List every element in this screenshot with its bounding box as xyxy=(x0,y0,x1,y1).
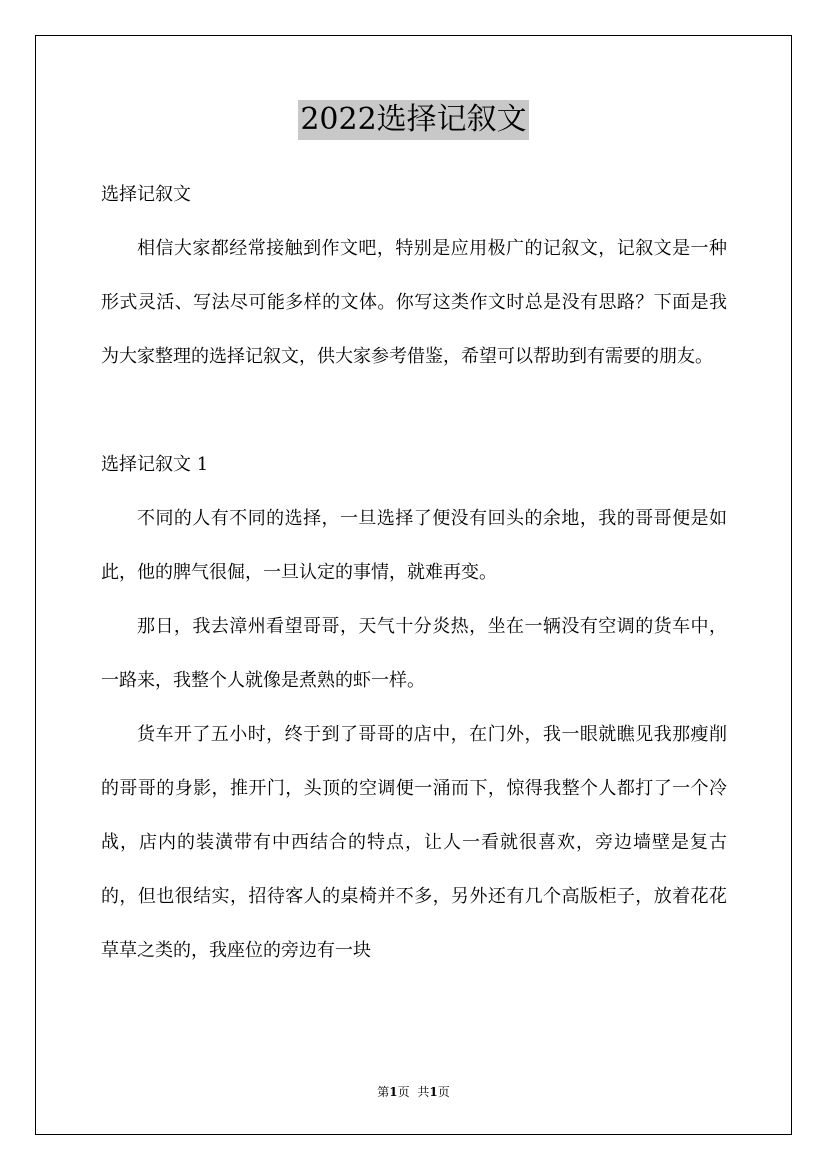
footer-prefix: 第 xyxy=(377,1085,390,1099)
footer-current-page: 1 xyxy=(389,1085,398,1099)
footer-page-word: 页 xyxy=(397,1085,410,1099)
document-title: 2022选择记叙文 xyxy=(298,100,528,140)
document-body xyxy=(101,168,727,978)
page-footer xyxy=(0,1082,827,1102)
section1-paragraph-1: 不同的人有不同的选择，一旦选择了便没有回头的余地，我的哥哥便是如此，他的脾气很倔，一旦认定的事情，就难再变。 xyxy=(101,508,727,583)
footer-total-suffix: 页 xyxy=(437,1085,450,1099)
title-container xyxy=(0,100,827,140)
section1-paragraph-3: 货车开了五小时，终于到了哥哥的店中，在门外，我一眼就瞧见我那瘦削的哥哥的身影，推开门，头顶的空调便一涌而下，惊得我整个人都打了一个冷战，店内的装潢带有中西结合的特点，让人一看就很喜欢，旁边墙壁是复古的，但也很结实，招待客人的桌椅并不多，另外还有几个高版柜子，放着花花草草之类的，我座位的旁边有一块 xyxy=(101,724,727,961)
footer-total-prefix: 共 xyxy=(417,1085,430,1099)
section1-heading: 选择记叙文 1 xyxy=(101,454,209,475)
intro-heading: 选择记叙文 xyxy=(101,184,191,205)
footer-total-pages: 1 xyxy=(429,1085,438,1099)
section1-paragraph-2: 那日，我去漳州看望哥哥，天气十分炎热，坐在一辆没有空调的货车中，一路来，我整个人就像是煮熟的虾一样。 xyxy=(101,616,727,691)
section-gap xyxy=(101,384,727,438)
intro-paragraph: 相信大家都经常接触到作文吧，特别是应用极广的记叙文，记叙文是一种形式灵活、写法尽可能多样的文体。你写这类作文时总是没有思路？下面是我为大家整理的选择记叙文，供大家参考借鉴，希望可以帮助到有需要的朋友。 xyxy=(101,238,727,367)
